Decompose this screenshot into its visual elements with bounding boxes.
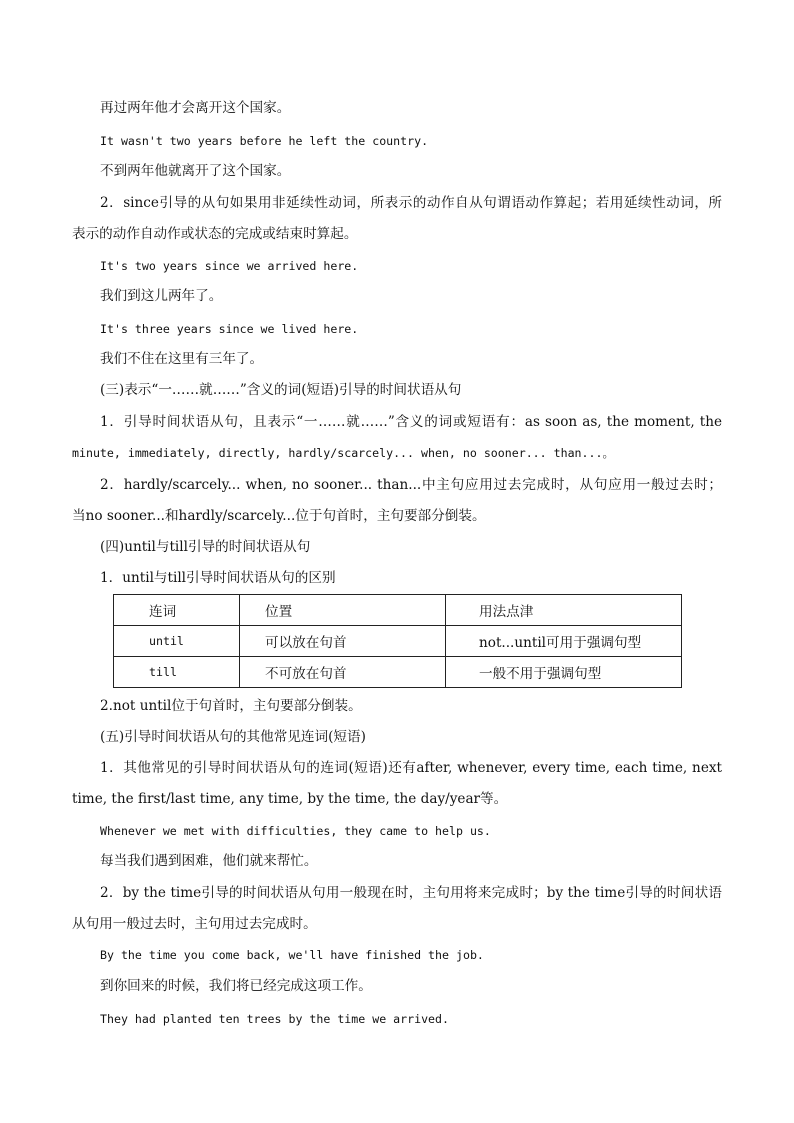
table-cell: until xyxy=(114,626,240,657)
rule-paragraph-line: minute, immediately, directly, hardly/scarcely... when, no sooner... than...。 xyxy=(72,446,615,460)
rule-paragraph-line: 从句用一般过去时，主句用过去完成时。 xyxy=(72,916,317,932)
chinese-sentence: 到你回来的时候，我们将已经完成这项工作。 xyxy=(100,978,372,994)
example-sentence: It wasn't two years before he left the country. xyxy=(100,134,429,148)
example-sentence: It's three years since we lived here. xyxy=(100,322,359,336)
table-cell: not...until可用于强调句型 xyxy=(446,626,682,657)
subsection-heading: 1．until与till引导时间状语从句的区别 xyxy=(100,570,336,586)
table-cell: 不可放在句首 xyxy=(240,657,446,688)
chinese-sentence: 不到两年他就离开了这个国家。 xyxy=(100,163,291,179)
rule-paragraph-line: 2．by the time引导的时间状语从句用一般现在时，主句用将来完成时；by the time引导的时间状语 xyxy=(100,885,722,901)
rule-paragraph-line: 2.not until位于句首时，主句要部分倒装。 xyxy=(100,698,362,714)
example-sentence: By the time you come back, we'll have finished the job. xyxy=(100,948,484,962)
table-header-row xyxy=(114,595,682,626)
table-row xyxy=(114,657,682,688)
section-heading: (四)until与till引导的时间状语从句 xyxy=(100,539,311,555)
chinese-sentence: 每当我们遇到困难，他们就来帮忙。 xyxy=(100,853,318,869)
until-till-comparison-table xyxy=(113,594,682,688)
table-row xyxy=(114,626,682,657)
section-heading: (三)表示“一……就……”含义的词(短语)引导的时间状语从句 xyxy=(100,382,462,398)
rule-paragraph-line: 1．其他常见的引导时间状语从句的连词(短语)还有after, whenever, every time, each time, next xyxy=(100,760,722,776)
example-sentence: Whenever we met with difficulties, they came to help us. xyxy=(100,824,491,838)
example-sentence: It's two years since we arrived here. xyxy=(100,259,359,273)
table-header-cell: 连词 xyxy=(114,595,240,626)
chinese-sentence: 再过两年他才会离开这个国家。 xyxy=(100,100,291,116)
rule-paragraph-line: time, the first/last time, any time, by the time, the day/year等。 xyxy=(72,791,508,807)
rule-paragraph-line: 表示的动作自动作或状态的完成或结束时算起。 xyxy=(72,226,358,242)
table-header-cell: 位置 xyxy=(240,595,446,626)
example-sentence: They had planted ten trees by the time we arrived. xyxy=(100,1012,450,1026)
rule-paragraph-line: 1．引导时间状语从句，且表示“一……就……”含义的词或短语有：as soon as, the moment, the xyxy=(100,414,722,430)
rule-paragraph-line: 2．since引导的从句如果用非延续性动词，所表示的动作自从句谓语动作算起；若用延续性动词，所 xyxy=(100,195,722,211)
section-heading: (五)引导时间状语从句的其他常见连词(短语) xyxy=(100,729,366,745)
table-cell: 一般不用于强调句型 xyxy=(446,657,682,688)
rule-paragraph-line: 2．hardly/scarcely... when, no sooner... than...中主句应用过去完成时，从句应用一般过去时； xyxy=(100,477,722,493)
table-cell: till xyxy=(114,657,240,688)
chinese-sentence: 我们到这儿两年了。 xyxy=(100,288,223,304)
rule-paragraph-line: 当no sooner...和hardly/scarcely...位于句首时，主句要部分倒装。 xyxy=(72,508,486,524)
chinese-sentence: 我们不住在这里有三年了。 xyxy=(100,351,264,367)
table-header-cell: 用法点津 xyxy=(446,595,682,626)
table-cell: 可以放在句首 xyxy=(240,626,446,657)
